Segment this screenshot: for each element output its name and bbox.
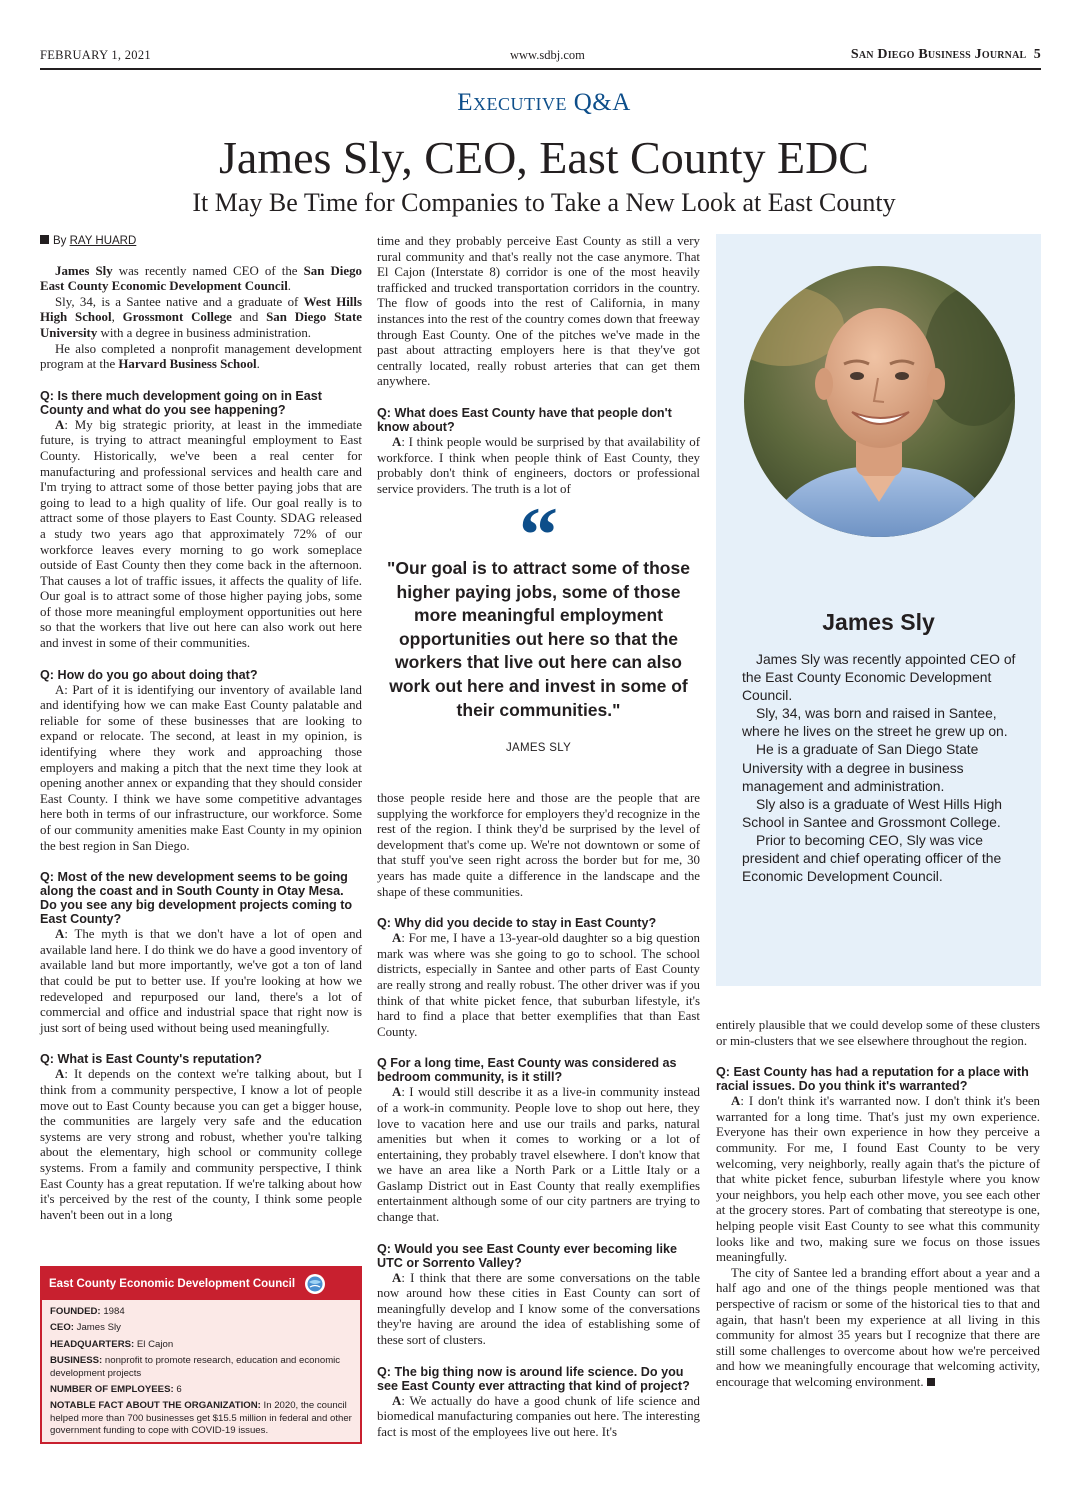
bio-paragraph: Prior to becoming CEO, Sly was vice president and chief operating officer of the Economic Development Council. xyxy=(742,831,1002,885)
header-rule xyxy=(40,68,1041,70)
subheadline: It May Be Time for Companies to Take a New Look at East County xyxy=(192,188,896,217)
intro-paragraph: Sly, 34, is a Santee native and a graduate of West Hills High School, Grossmont College and San Diego State University with a degree in business administration. xyxy=(40,294,362,340)
answer: A: It depends on the context we're talking about, but I think from a community perspective, I know a lot of people move out to East County because you can get a bigger house, the communities are largely very safe and the education systems are very strong and robust, whether you're talking about the elementary, high school or community college systems. From a family and community perspective, I think East County has a great reputation. If we're talking about how it's perceived by the rest of the county, I think some people haven't been out in a long xyxy=(40,1067,362,1222)
question: Q: Why did you decide to stay in East County? xyxy=(377,916,657,931)
answer: A: My big strategic priority, at least in the immediate future, is trying to attract meaningful employment to East County. Historically, we've been a real center for manufacturing and professional services and health care and I'm trying to attract some of those better paying jobs that are going to lead to a high quality of life. Our goal really is to attract some of those players to East County. SDAG released a study two years ago that approximately 72% of our workforce leaves every morning to go work someplace outside of East County then they come back in the afternoon. That causes a lot of traffic issues, it affects the quality of life. Our goal is to attract some of those higher paying jobs, some of those more meaningful employment opportunities out here so that the workers that live out here can also work out here and invest in some of their communities. xyxy=(40,417,362,651)
issue-date: FEBRUARY 1, 2021 xyxy=(40,48,151,62)
bio-paragraph: James Sly was recently appointed CEO of the East County Economic Development Council. xyxy=(742,651,1016,704)
profile-bio xyxy=(742,650,1018,885)
factbox-title: East County Economic Development Council xyxy=(49,1278,296,1290)
pull-quote xyxy=(377,505,700,754)
headline: James Sly, CEO, East County EDC xyxy=(219,132,869,183)
bio-paragraph: He is a graduate of San Diego State University with a degree in business management and administration. xyxy=(742,741,979,794)
publication-name: San Diego Business Journal 5 xyxy=(850,47,1041,62)
intro-paragraph: James Sly was recently named CEO of the San Diego East County Economic Development Council. xyxy=(40,263,362,294)
page-header xyxy=(40,46,1041,68)
article-column-1 xyxy=(40,234,362,1223)
question: Q: East County has had a reputation for a place with racial issues. Do you think it's warranted? xyxy=(716,1065,1029,1094)
globe-logo-icon xyxy=(304,1273,326,1295)
quote-mark-icon: “ xyxy=(519,505,558,551)
bio-paragraph: Sly also is a graduate of West Hills High School in Santee and Grossmont College. xyxy=(742,795,1003,830)
question: Q: Most of the new development seems to be going along the coast and in South County in Otay Mesa. Do you see any big development projects coming to East County? xyxy=(40,870,353,927)
bio-paragraph: Sly, 34, was born and raised in Santee, where he lives on the street he grew up on. xyxy=(742,705,1008,740)
answer: A: For me, I have a 13-year-old daughter so a big question mark was where was she going to go to school. The school districts, especially in Santee and other parts of East County are really strong and really robust. The other driver was if you think of that white picket fence, that suburban lifestyle, it's hard to find a place that better exemplifies that than East County. xyxy=(377,931,700,1039)
factbox-body xyxy=(42,1300,360,1442)
question: Q: What is East County's reputation? xyxy=(40,1052,262,1067)
question: Q: What does East County have that people don't know about? xyxy=(377,405,672,434)
profile-name: James Sly xyxy=(822,609,935,635)
answer: A: I think people would be surprised by that availability of workforce. I think when people think of East County, they probably don't think of engineers, doctors or professional service providers. The truth is a lot of xyxy=(377,434,700,496)
answer: A: We actually do have a good chunk of life science and biomedical manufacturing companies out here. The interesting fact is most of the employees live out here. It's xyxy=(377,1393,700,1439)
fact-founded: FOUNDED: 1984 xyxy=(50,1306,125,1317)
article-column-2-top xyxy=(377,234,700,497)
answer: A: Part of it is identifying our inventory of available land and identifying how we can make East County palatable and reliable for some of these businesses that are looking to expand or relocate. The second, at least in my opinion, is identifying where they work and approaching those employers and making a pitch that the next time they look at opening another annex or expanding that they should consider East County. I think we have some competitive advantages here both in terms of our infrastructure, our workforce. Some of our community amenities make East County in my opinion the best region in San Diego. xyxy=(40,682,362,853)
answer-continued: time and they probably perceive East County as still a very rural community and that's really not the case anymore. That El Cajon (Interstate 8) corridor is one of the most heavily trafficked and trucked transportation corridors in the country. The flow of goods into the rest of California, in many instances into the rest of the country comes down that freeway through East County. One of the pitches we've made in the past about attracting employers here is that they've got centrally located, really robust arteries that can get them anywhere. xyxy=(377,234,700,389)
answer: A: I think that there are some conversations on the table now around how these cities in East County can sort of meaningfully develop and I know some of the conversations they're having are around the idea of establishing some of these sort of clusters. xyxy=(377,1270,700,1348)
section-label: Executive Q&A xyxy=(457,89,631,116)
question: Q: The big thing now is around life science. Do you see East County ever attracting that kind of project? xyxy=(377,1364,690,1393)
organization-factbox xyxy=(40,1266,362,1444)
question: Q: Is there much development going on in East County and what do you see happening? xyxy=(40,388,322,417)
fact-ceo: CEO: James Sly xyxy=(50,1322,121,1334)
end-square-icon xyxy=(927,1378,935,1386)
answer-continued: those people reside here and those are the people that are supplying the workforce for employers they'd recognize in the rest of the region. I think they'd be surprised by the level of development that's come up. We're not downtown or some of that stuff you've seen right across the border but for me, 30 years has made quite a difference in the landscape and the shape of these communities. xyxy=(377,791,700,899)
byline: By RAY HUARD xyxy=(40,234,362,250)
answer: A: The myth is that we don't have a lot of open and available land here. I do think we do have a good inventory of available land but more importantly, we've got a ton of land that could be put to better use. If you're looking at how we redeveloped and repurposed our land, there's a lot of commercial and office and industrial space that right now is just sort of being used without being used meaningfully. xyxy=(40,927,362,1035)
fact-business: BUSINESS: nonprofit to promote research, education and economic development projects xyxy=(50,1355,341,1379)
fact-employees: NUMBER OF EMPLOYEES: 6 xyxy=(50,1384,182,1396)
pull-quote-text: "Our goal is to attract some of those higher paying jobs, some of those more meaningful employment opportunities out here so that the workers that live out here can also work out here and invest in some of their communities." xyxy=(387,558,690,720)
answer: A: I would still describe it as a live-in community instead of a work-in community. People love to shop out here, they love to vacation here and use our trails and parks, natural amenities but when it comes to working or a lot of entertaining, they probably travel elsewhere. I don't know that we have an area like a North Park or a Little Italy or a Gaslamp District out in East County that really exemplifies entertainment although some of our city partners are trying to change that. xyxy=(377,1085,700,1225)
factbox-header xyxy=(42,1268,360,1300)
answer: A: I don't think it's warranted now. I don't think it's been warranted for a long time. That's just my own experience. Everyone has their own experience in how they perceive a community. For me, I found East County to be very welcoming, very neighborly, really again that's the picture of that white picket fence, suburban lifestyle where you know your neighbors, you help each other move, you see each other at the grocery stores. Part of combating that stereotype is one, helping people visit East County to see what this community looks like and two, making sure we focus on those issues meaningfully. xyxy=(716,1094,1040,1265)
author-name[interactable]: RAY HUARD xyxy=(69,235,137,247)
answer: The city of Santee led a branding effort about a year and a half ago and one of the things people mentioned was that perspective of racism or some of the historical ties to that and again, that hasn't been my experience at all living in this community for almost 35 years but I recognize that there are still some challenges to overcome about how we're perceived and how we meaningfully encourage that welcoming activity, encourage that welcoming environment. xyxy=(716,1265,1040,1389)
fact-headquarters: HEADQUARTERS: El Cajon xyxy=(50,1338,174,1350)
article-column-3 xyxy=(716,1018,1040,1390)
page-number: 5 xyxy=(1033,47,1041,62)
portrait-photo xyxy=(744,266,1015,537)
profile-sidebar xyxy=(716,234,1041,986)
article-column-2-bottom xyxy=(377,791,700,1440)
intro-paragraph: He also completed a nonprofit management development program at the Harvard Business School. xyxy=(40,341,362,372)
byline-square-icon xyxy=(40,235,49,244)
answer-continued: entirely plausible that we could develop some of these clusters or min-clusters that we see elsewhere throughout the region. xyxy=(716,1018,1040,1048)
website-url[interactable]: www.sdbj.com xyxy=(510,48,585,62)
portrait-illustration xyxy=(744,266,1015,537)
question: Q: Would you see East County ever becoming like UTC or Sorrento Valley? xyxy=(377,1241,677,1270)
question: Q: How do you go about doing that? xyxy=(40,667,258,682)
question: Q For a long time, East County was considered as bedroom community, is it still? xyxy=(377,1056,677,1085)
pull-quote-attribution: JAMES SLY xyxy=(505,742,572,755)
fact-notable: NOTABLE FACT ABOUT THE ORGANIZATION: In 2020, the council helped more than 700 businesses get $15.5 million in federal and other government funding to cope with COVID-19 issues. xyxy=(50,1400,352,1437)
